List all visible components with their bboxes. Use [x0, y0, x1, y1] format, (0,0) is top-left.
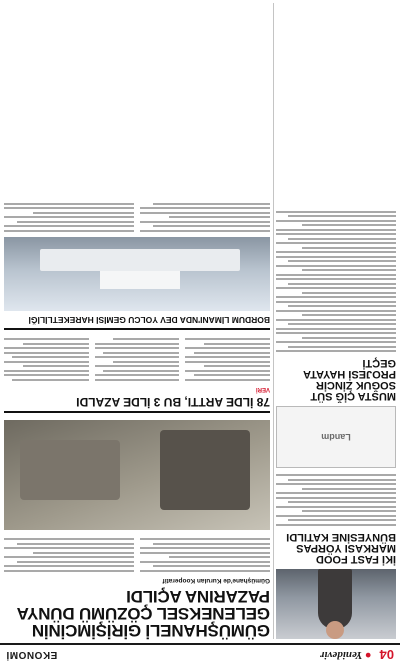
- side-photo: [276, 569, 396, 639]
- page-number: 04: [379, 647, 394, 663]
- logo-dot-icon: ●: [364, 649, 372, 661]
- ship-headline: BORDUM LİMANI'NDA DEV YOLCU GEMİSİ HAREKETLİLİĞİ: [4, 315, 270, 330]
- advertisement: [276, 407, 396, 469]
- photo-figure-right: [20, 440, 120, 500]
- ship-deck: [100, 271, 180, 289]
- advertisement-text: Landm: [321, 432, 351, 443]
- logo-text: Yenidevir: [320, 649, 363, 661]
- side-mid-headline: MUSTA ÇİĞ SÜT SOĞUK ZİNCİR PROJESİ HAYATA GEÇTİ: [303, 357, 396, 403]
- stat-text-columns: [4, 336, 270, 381]
- side-body-text: [276, 475, 396, 527]
- column-divider: [273, 3, 274, 639]
- section-tag: EKONOMİ: [6, 649, 58, 661]
- ship-text-columns: [4, 201, 270, 233]
- side-column: [276, 3, 396, 639]
- main-kicker: Gümüşhane'de Kurulan Kooperatif: [162, 577, 270, 584]
- main-photo: [4, 420, 270, 530]
- ship-hull: [40, 249, 240, 271]
- main-text-columns: [4, 536, 270, 572]
- logo: [320, 649, 371, 661]
- person-head: [326, 621, 344, 639]
- stat-headline: 78 İLDE ARTTI, BU 3 İLDE AZALDI: [4, 395, 270, 413]
- main-column: [4, 3, 270, 639]
- person-figure: [318, 569, 352, 629]
- side-body-text-2: [276, 211, 396, 353]
- stat-subhead: VERİ: [255, 386, 270, 392]
- main-headline: GÜMÜŞHANELİ GİRİŞİMCİNİN GELENEKSEL ÇÖZÜMÜ DÜNYA PAZARINA AÇILDI: [17, 587, 270, 640]
- ship-photo: [4, 237, 270, 311]
- side-headline: İKİ FAST FOOD MARKASI YÖRPAS BÜNYESİNE KATILDI: [286, 531, 396, 565]
- photo-figure-left: [160, 430, 250, 510]
- masthead: [0, 643, 400, 665]
